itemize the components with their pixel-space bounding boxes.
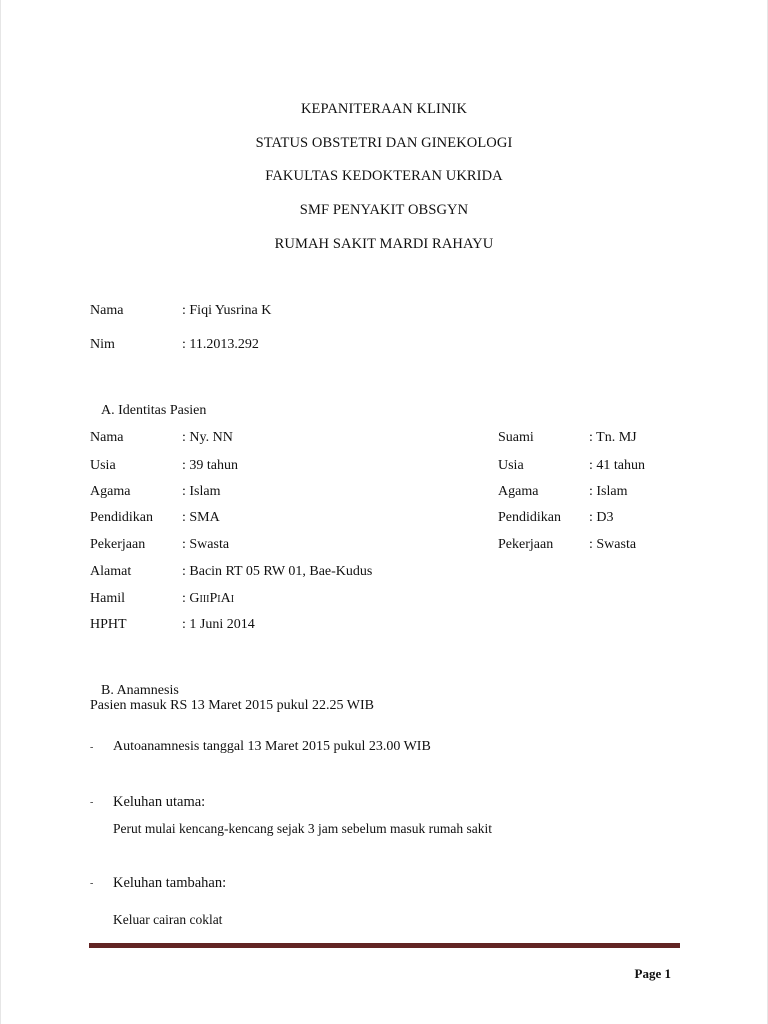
patient-value: : SMA bbox=[182, 510, 220, 525]
gravida-para-abortus-value bbox=[182, 591, 234, 607]
heading-line-1: KEPANITERAAN KLINIK bbox=[300, 101, 468, 117]
para-subscript: I bbox=[217, 594, 221, 605]
husband-value: : Islam bbox=[589, 484, 628, 499]
heading-line-5: RUMAH SAKIT MARDI RAHAYU bbox=[274, 236, 494, 252]
patient-value: : Islam bbox=[182, 484, 221, 499]
page-number: Page 1 bbox=[634, 966, 671, 981]
bullet-marker: - bbox=[90, 878, 94, 889]
husband-label: Pendidikan bbox=[498, 510, 561, 525]
husband-label: Pekerjaan bbox=[498, 537, 554, 552]
chief-complaint-text: Perut mulai kencang-kencang sejak 3 jam sebelum masuk rumah sakit bbox=[113, 821, 493, 836]
section-identity-title: A. Identitas Pasien bbox=[101, 403, 207, 418]
patient-label: Alamat bbox=[90, 564, 132, 579]
footer-rule bbox=[89, 943, 680, 948]
husband-value: : Swasta bbox=[589, 537, 637, 552]
additional-complaint-label: Keluhan tambahan: bbox=[113, 875, 227, 891]
patient-label: Hamil bbox=[90, 591, 125, 606]
heading-line-2: STATUS OBSTETRI DAN GINEKOLOGI bbox=[255, 135, 513, 151]
husband-label: Agama bbox=[498, 484, 539, 499]
patient-value: : Ny. NN bbox=[182, 430, 233, 445]
husband-label: Suami bbox=[498, 430, 534, 445]
student-name-value: : Fiqi Yusrina K bbox=[182, 303, 272, 318]
husband-value: : D3 bbox=[589, 510, 614, 525]
student-nim-label: Nim bbox=[90, 337, 115, 352]
section-anamnesis-title: B. Anamnesis bbox=[101, 683, 179, 698]
student-nim-value: : 11.2013.292 bbox=[182, 337, 259, 352]
bullet-marker: - bbox=[90, 797, 94, 808]
heading-line-4: SMF PENYAKIT OBSGYN bbox=[299, 202, 469, 218]
bullet-marker: - bbox=[90, 742, 94, 753]
patient-label: Usia bbox=[90, 458, 116, 473]
husband-value: : Tn. MJ bbox=[589, 430, 637, 445]
para-letter: P bbox=[209, 591, 218, 606]
abortus-subscript: I bbox=[230, 594, 235, 605]
chief-complaint-label: Keluhan utama: bbox=[113, 794, 206, 810]
additional-complaint-text: Keluar cairan coklat bbox=[113, 912, 223, 927]
patient-value: : 39 tahun bbox=[182, 458, 238, 473]
gravida-subscript: III bbox=[199, 594, 210, 605]
patient-label: Agama bbox=[90, 484, 131, 499]
husband-value: : 41 tahun bbox=[589, 458, 645, 473]
abortus-letter: A bbox=[220, 591, 231, 606]
patient-value: : 1 Juni 2014 bbox=[182, 617, 255, 632]
patient-label: Pekerjaan bbox=[90, 537, 146, 552]
patient-label: Nama bbox=[90, 430, 124, 445]
gravida-prefix: : G bbox=[182, 591, 200, 606]
patient-value: : Swasta bbox=[182, 537, 230, 552]
patient-label: HPHT bbox=[90, 617, 127, 632]
patient-value: : Bacin RT 05 RW 01, Bae-Kudus bbox=[182, 564, 373, 579]
admission-text: Pasien masuk RS 13 Maret 2015 pukul 22.25 WIB bbox=[90, 698, 375, 713]
husband-label: Usia bbox=[498, 458, 524, 473]
patient-label: Pendidikan bbox=[90, 510, 153, 525]
heading-line-3: FAKULTAS KEDOKTERAN UKRIDA bbox=[265, 168, 503, 184]
student-name-label: Nama bbox=[90, 303, 124, 318]
autoanamnesis-text: Autoanamnesis tanggal 13 Maret 2015 pukul 23.00 WIB bbox=[113, 739, 431, 754]
